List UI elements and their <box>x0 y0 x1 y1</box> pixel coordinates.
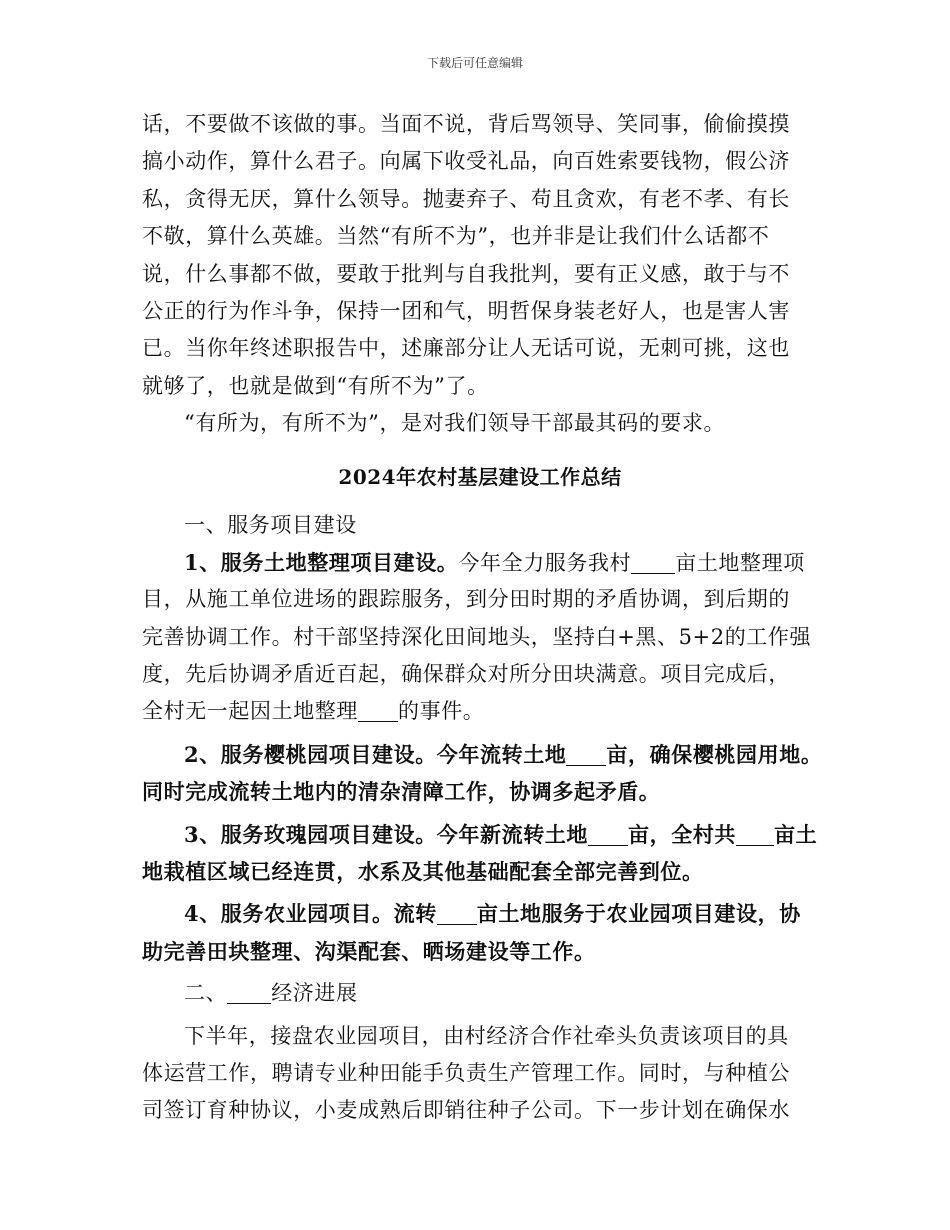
text-span: 2、服务樱桃园项目建设。今年流转土地 <box>184 741 567 767</box>
text-span: 二、 <box>184 981 228 1006</box>
text-line: 目，从施工单位进场的跟踪服务，到分田时期的矛盾协调，到后期的 <box>142 587 790 612</box>
text-span: 全村无一起因土地整理 <box>142 699 358 724</box>
text-line: 体运营工作，聘请专业种田能手负责生产管理工作。同时，与种植公 <box>142 1060 790 1085</box>
section-heading: 一、服务项目建设 <box>184 512 357 537</box>
text-line <box>142 816 818 853</box>
item-cherry-orchard <box>142 736 823 811</box>
text-span: 的事件。 <box>398 699 485 724</box>
text-span: 亩土 <box>774 821 818 847</box>
text-line: 私，贪得无厌，算什么领导。抛妻弃子、苟且贪欢，有老不孝、有长 <box>142 186 790 211</box>
text-span: 4、服务农业园项目。流转 <box>184 901 437 927</box>
text-span: 今年全力服务我村 <box>458 550 632 575</box>
item-lead: 1、服务土地整理项目建设。 <box>184 549 459 575</box>
text-line: 搞小动作，算什么君子。向属下收受礼品，向百姓索要钱物，假公济 <box>142 149 790 174</box>
item-agri-park <box>142 895 818 970</box>
text-line: 下半年，接盘农业园项目，由村经济合作社牵头负责该项目的具 <box>184 1023 789 1048</box>
text-line: 就够了，也就是做到“有所不为”了。 <box>142 373 489 398</box>
text-span: 亩，全村共 <box>628 821 737 847</box>
text-line: 公正的行为作斗争，保持一团和气，明哲保身装老好人，也是害人害 <box>142 298 790 323</box>
blank-field <box>358 699 398 722</box>
text-span: 亩，确保樱桃园用地。 <box>606 741 823 767</box>
text-line: 完善协调工作。村干部坚持深化田间地头，坚持白+黑、5+2的工作强 <box>142 624 812 649</box>
text-line <box>142 693 818 730</box>
text-line: 同时完成流转土地内的清杂清障工作，协调多起矛盾。 <box>142 779 661 805</box>
blank-field <box>736 823 774 846</box>
item-land-consolidation <box>142 544 818 731</box>
text-line: 地栽植区域已经连贯，水系及其他基础配套全部完善到位。 <box>142 859 704 885</box>
page-header: 下载后可任意编辑 <box>426 56 523 70</box>
text-line: 已。当你年终述职报告中，述廉部分让人无话可说，无刺可挑，这也 <box>142 336 790 361</box>
text-line: 话，不要做不该做的事。当面不说，背后骂领导、笑同事，偷偷摸摸 <box>142 112 790 136</box>
text-line <box>142 736 823 773</box>
text-line: 不敬，算什么英雄。当然“有所不为”，也并非是让我们什么话都不 <box>142 224 770 249</box>
text-line: 助完善田块整理、沟渠配套、晒场建设等工作。 <box>142 938 596 964</box>
item-rose-garden <box>142 816 818 891</box>
text-line: 度，先后协调矛盾近百起，确保群众对所分田块满意。项目完成后， <box>142 662 790 687</box>
blank-field <box>227 981 271 1004</box>
intro-paragraph <box>142 106 818 405</box>
text-span: 亩土地服务于农业园项目建设，协 <box>476 901 801 927</box>
text-span: 亩土地整理项 <box>675 550 805 575</box>
section-heading <box>142 975 818 1012</box>
text-line: 司签订育种协议，小麦成熟后即销往种子公司。下一步计划在确保水 <box>142 1098 790 1123</box>
blank-field <box>631 551 675 574</box>
text-line <box>142 544 818 581</box>
document-title: 2024年农村基层建设工作总结 <box>338 464 622 489</box>
text-span: 经济进展 <box>271 981 358 1006</box>
text-line <box>142 895 818 932</box>
blank-field <box>437 902 477 925</box>
text-line: 说，什么事都不做，要敢于批判与自我批判，要有正义感，敢于与不 <box>142 261 790 286</box>
economy-paragraph <box>142 1018 818 1130</box>
document-body <box>142 106 823 1130</box>
blank-field <box>566 743 606 766</box>
text-span: 3、服务玫瑰园项目建设。今年新流转土地 <box>184 821 589 847</box>
blank-field <box>588 823 628 846</box>
closing-line: “有所为，有所不为”，是对我们领导干部最其码的要求。 <box>184 411 726 436</box>
